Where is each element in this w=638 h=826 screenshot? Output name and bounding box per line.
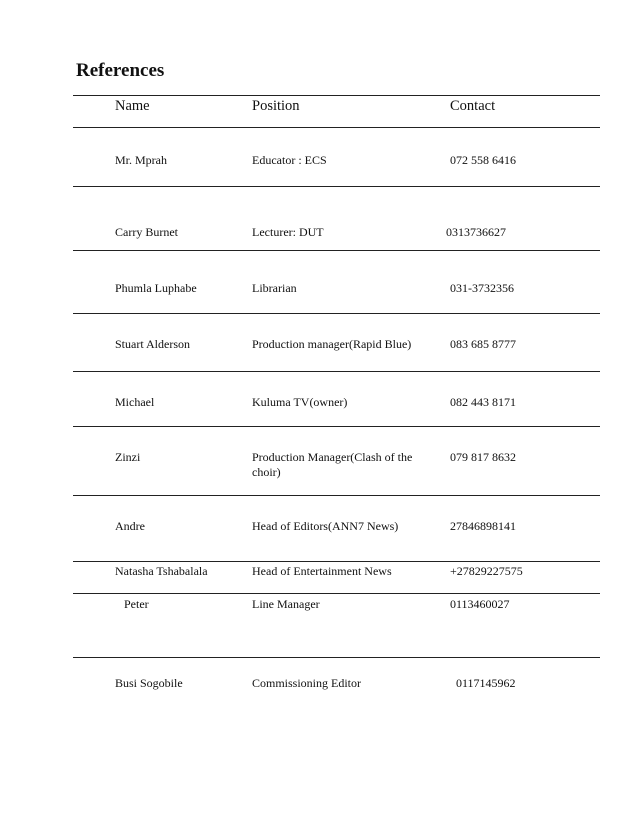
column-header-position: Position (252, 98, 300, 114)
table-rule (73, 657, 600, 658)
reference-name: Peter (124, 597, 149, 611)
reference-position: Librarian (252, 281, 297, 295)
reference-name: Michael (115, 395, 155, 409)
reference-contact: 0117145962 (456, 676, 516, 690)
reference-contact: 082 443 8171 (450, 395, 516, 409)
table-rule (73, 250, 600, 251)
column-header-name: Name (115, 98, 150, 114)
reference-position: Line Manager (252, 597, 320, 611)
reference-name: Andre (115, 519, 145, 533)
reference-position: Production Manager(Clash of the choir) (252, 450, 413, 479)
reference-name: Natasha Tshabalala (115, 564, 208, 578)
table-rule (73, 426, 600, 427)
reference-name: Busi Sogobile (115, 676, 183, 690)
reference-position: Educator : ECS (252, 153, 327, 167)
reference-name: Stuart Alderson (115, 337, 190, 351)
reference-contact: 072 558 6416 (450, 153, 516, 167)
reference-position: Head of Entertainment News (252, 564, 392, 578)
reference-name: Carry Burnet (115, 225, 178, 239)
reference-contact: 0313736627 (446, 225, 506, 239)
table-rule (73, 127, 600, 128)
reference-contact: 0113460027 (450, 597, 510, 611)
table-rule (73, 95, 600, 96)
column-header-contact: Contact (450, 98, 496, 114)
reference-contact: 079 817 8632 (450, 450, 516, 464)
reference-contact: 083 685 8777 (450, 337, 516, 351)
reference-position: Lecturer: DUT (252, 225, 324, 239)
table-rule (73, 186, 600, 187)
reference-contact: +27829227575 (450, 564, 523, 578)
table-rule (73, 561, 600, 562)
reference-contact: 27846898141 (450, 519, 516, 533)
reference-name: Mr. Mprah (115, 153, 167, 167)
reference-position: Production manager(Rapid Blue) (252, 337, 412, 351)
reference-position: Kuluma TV(owner) (252, 395, 348, 409)
reference-name: Zinzi (115, 450, 141, 464)
page-title: References (76, 60, 165, 81)
table-rule (73, 371, 600, 372)
reference-position: Head of Editors(ANN7 News) (252, 519, 399, 533)
table-rule (73, 593, 600, 594)
table-rule (73, 313, 600, 314)
reference-name: Phumla Luphabe (115, 281, 197, 295)
reference-contact: 031-3732356 (450, 281, 514, 295)
reference-position: Commissioning Editor (252, 676, 362, 690)
table-rule (73, 495, 600, 496)
